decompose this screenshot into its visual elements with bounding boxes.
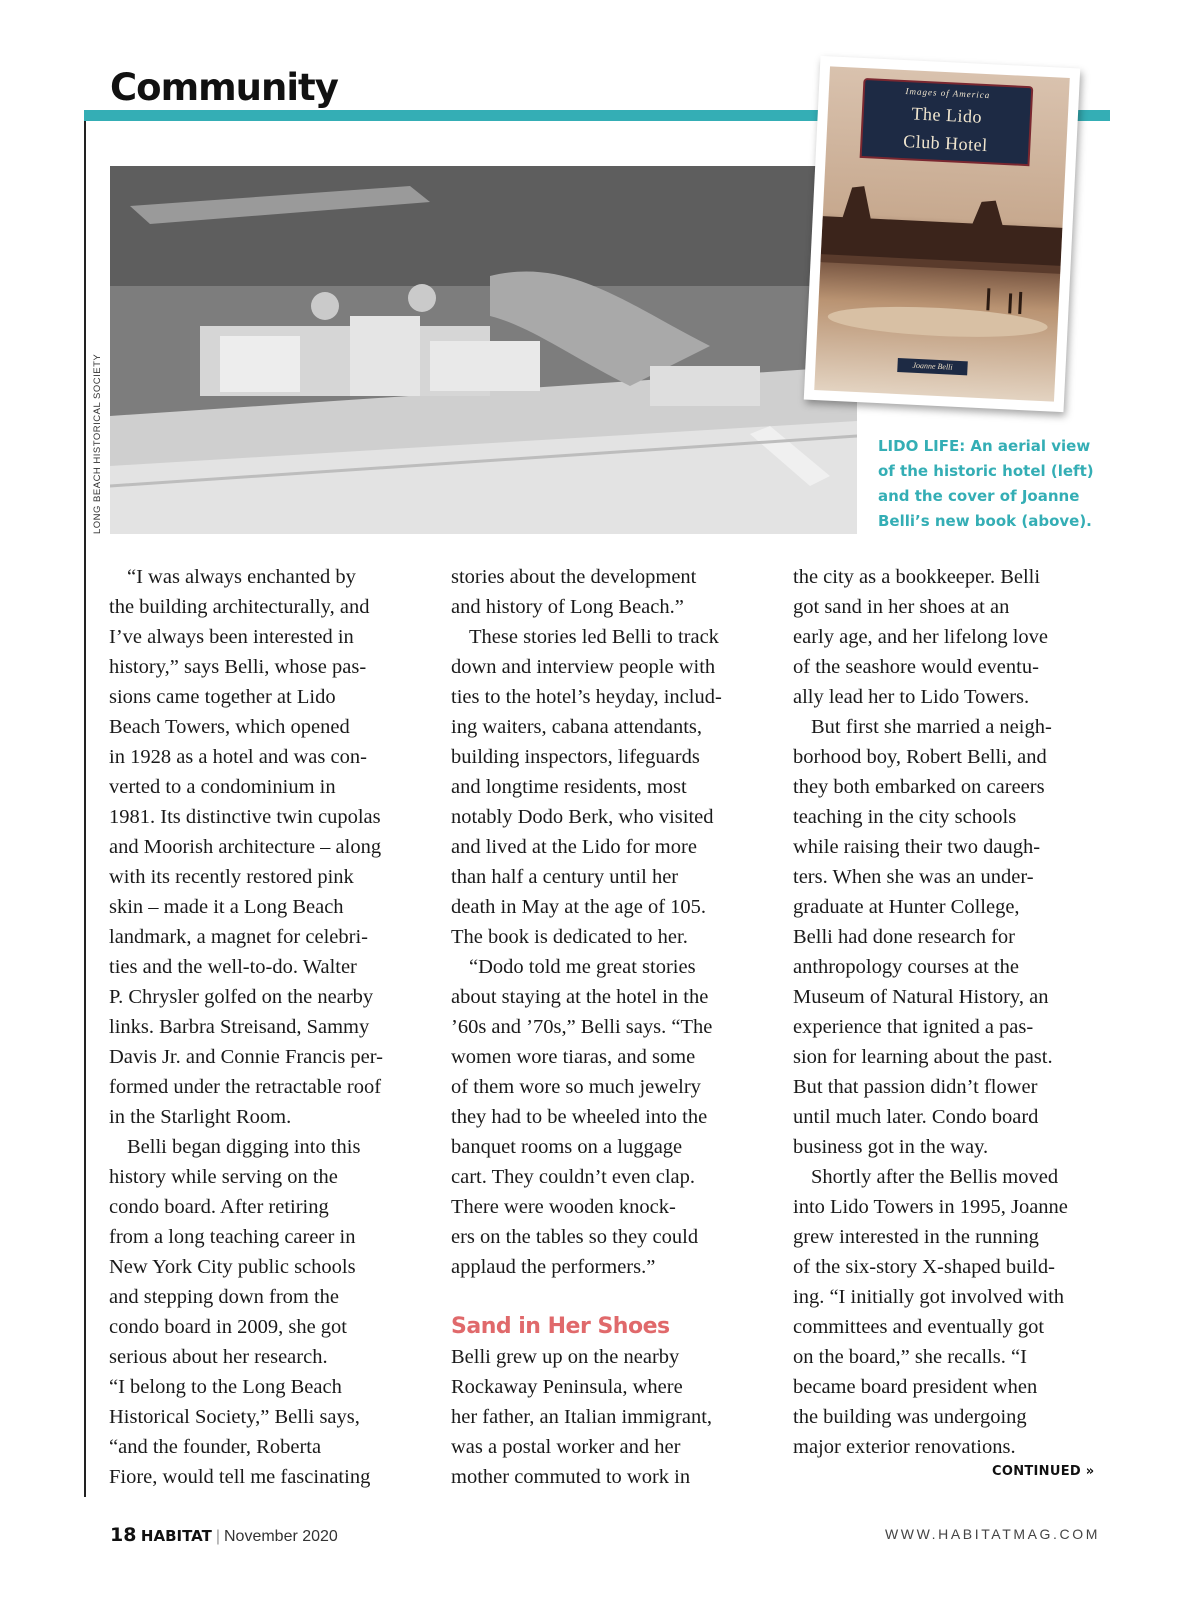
body-line: serious about her research. xyxy=(109,1346,328,1368)
book-author: Joanne Belli xyxy=(897,358,968,375)
body-line: “and the founder, Roberta xyxy=(109,1436,322,1458)
website-url[interactable]: WWW.HABITATMAG.COM xyxy=(884,1526,1100,1542)
body-line: borhood boy, Robert Belli, and xyxy=(793,746,1047,768)
section-title: Community xyxy=(110,66,338,109)
body-line: stories about the development xyxy=(451,566,697,588)
body-line: committees and eventually got xyxy=(793,1316,1045,1338)
body-line: banquet rooms on a luggage xyxy=(451,1136,683,1158)
body-line: than half a century until her xyxy=(451,866,679,888)
aerial-photo xyxy=(110,166,857,534)
subheading: Sand in Her Shoes xyxy=(451,1314,670,1339)
body-line: history,” says Belli, whose pas- xyxy=(109,656,367,678)
body-line: and lived at the Lido for more xyxy=(451,836,697,858)
body-line: major exterior renovations. xyxy=(793,1436,1016,1458)
book-series: Images of America xyxy=(905,86,991,101)
photo-credit: LONG BEACH HISTORICAL SOCIETY xyxy=(92,353,103,534)
body-line: 1981. Its distinctive twin cupolas xyxy=(109,806,381,828)
body-line: death in May at the age of 105. xyxy=(451,896,707,918)
body-line: the building architecturally, and xyxy=(109,596,370,618)
body-line: P. Chrysler golfed on the nearby xyxy=(109,986,374,1008)
body-line: experience that ignited a pas- xyxy=(793,1016,1034,1038)
issue-date: November 2020 xyxy=(223,1528,338,1545)
body-line: New York City public schools xyxy=(109,1256,356,1278)
body-line: the building was undergoing xyxy=(793,1406,1027,1428)
body-line: Historical Society,” Belli says, xyxy=(109,1406,360,1428)
book-title-line2: Club Hotel xyxy=(902,131,989,156)
body-line: of the seashore would eventu- xyxy=(793,656,1039,678)
body-line: But that passion didn’t flower xyxy=(793,1076,1038,1098)
body-line: mother commuted to work in xyxy=(451,1466,691,1488)
body-line: from a long teaching career in xyxy=(109,1226,356,1248)
body-line: women wore tiaras, and some xyxy=(451,1046,696,1068)
body-line: ing waiters, cabana attendants, xyxy=(451,716,703,738)
body-line: Beach Towers, which opened xyxy=(109,716,350,738)
body-line: The book is dedicated to her. xyxy=(451,926,688,948)
body-line: sions came together at Lido xyxy=(109,686,336,708)
body-line: cart. They couldn’t even clap. xyxy=(451,1166,696,1188)
body-line: in 1928 as a hotel and was con- xyxy=(109,746,367,768)
body-line: links. Barbra Streisand, Sammy xyxy=(109,1016,370,1038)
body-line: Shortly after the Bellis moved xyxy=(811,1166,1059,1188)
body-line: until much later. Condo board xyxy=(793,1106,1039,1128)
body-line: and Moorish architecture – along xyxy=(109,836,382,858)
body-line: Rockaway Peninsula, where xyxy=(451,1376,683,1398)
body-line: graduate at Hunter College, xyxy=(793,896,1020,918)
body-line: down and interview people with xyxy=(451,656,716,678)
body-line: Belli had done research for xyxy=(793,926,1015,948)
body-line: notably Dodo Berk, who visited xyxy=(451,806,714,828)
body-line: history while serving on the xyxy=(109,1166,338,1188)
folio-divider: | xyxy=(215,1528,220,1545)
body-line: and stepping down from the xyxy=(109,1286,340,1308)
body-line: into Lido Towers in 1995, Joanne xyxy=(793,1196,1068,1218)
body-line: ties and the well-to-do. Walter xyxy=(109,956,357,978)
body-line: and history of Long Beach.” xyxy=(451,596,684,618)
body-line: ’60s and ’70s,” Belli says. “The xyxy=(451,1016,713,1038)
body-line: I’ve always been interested in xyxy=(109,626,354,648)
body-line: grew interested in the running xyxy=(793,1226,1039,1248)
body-line: building inspectors, lifeguards xyxy=(451,746,700,768)
body-line: Fiore, would tell me fascinating xyxy=(109,1466,371,1488)
body-line: while raising their two daugh- xyxy=(793,836,1041,858)
article-column-3 xyxy=(793,562,1113,1462)
body-line: became board president when xyxy=(793,1376,1038,1398)
body-line: Belli began digging into this xyxy=(127,1136,361,1158)
body-line: “I was always enchanted by xyxy=(127,566,356,588)
magazine-name: HABITAT xyxy=(140,1527,212,1545)
body-line: they had to be wheeled into the xyxy=(451,1106,708,1128)
figure-caption: LIDO LIFE: An aerial view of the historic hotel (left) and the cover of Joanne Belli’s new book (above). xyxy=(878,437,1094,530)
body-line: on the board,” she recalls. “I xyxy=(793,1346,1027,1368)
body-line: business got in the way. xyxy=(793,1136,989,1158)
body-line: ters. When she was an under- xyxy=(793,866,1034,888)
body-line: early age, and her lifelong love xyxy=(793,626,1048,648)
body-line: Belli grew up on the nearby xyxy=(451,1346,680,1368)
body-line: in the Starlight Room. xyxy=(109,1106,292,1128)
body-line: ally lead her to Lido Towers. xyxy=(793,686,1030,708)
book-cover-art xyxy=(814,66,1070,401)
body-line: Museum of Natural History, an xyxy=(793,986,1049,1008)
body-line: skin – made it a Long Beach xyxy=(109,896,344,918)
body-line: and longtime residents, most xyxy=(451,776,687,798)
body-line: Davis Jr. and Connie Francis per- xyxy=(109,1046,384,1068)
body-line: ties to the hotel’s heyday, includ- xyxy=(451,686,722,708)
body-line: “Dodo told me great stories xyxy=(469,956,696,978)
body-line: the city as a bookkeeper. Belli xyxy=(793,566,1041,588)
body-line: with its recently restored pink xyxy=(109,866,354,888)
page-number: 18 xyxy=(110,1524,137,1546)
body-line: verted to a condominium in xyxy=(109,776,336,798)
body-line: ers on the tables so they could xyxy=(451,1226,699,1248)
body-line: got sand in her shoes at an xyxy=(793,596,1010,618)
article-column-1 xyxy=(109,562,429,1492)
body-line: anthropology courses at the xyxy=(793,956,1020,978)
body-line: sion for learning about the past. xyxy=(793,1046,1053,1068)
body-line: landmark, a magnet for celebri- xyxy=(109,926,368,948)
continued-link[interactable]: CONTINUED » xyxy=(992,1464,1095,1479)
body-line: ing. “I initially got involved with xyxy=(793,1286,1065,1308)
article-column-2 xyxy=(451,562,771,1492)
body-line: condo board. After retiring xyxy=(109,1196,329,1218)
body-line: formed under the retractable roof xyxy=(109,1076,382,1098)
book-title-line1: The Lido xyxy=(911,103,983,127)
body-line: But first she married a neigh- xyxy=(811,716,1052,738)
footer-folio xyxy=(110,1524,338,1546)
body-line: applaud the performers.” xyxy=(451,1256,656,1278)
body-line: her father, an Italian immigrant, xyxy=(451,1406,713,1428)
body-line: teaching in the city schools xyxy=(793,806,1017,828)
book-cover xyxy=(804,56,1080,412)
body-line: was a postal worker and her xyxy=(451,1436,681,1458)
body-line: condo board in 2009, she got xyxy=(109,1316,347,1338)
body-line: These stories led Belli to track xyxy=(469,626,719,648)
body-line: they both embarked on careers xyxy=(793,776,1045,798)
left-margin-rule xyxy=(84,121,86,1497)
body-line: “I belong to the Long Beach xyxy=(109,1376,342,1398)
body-line: of the six-story X-shaped build- xyxy=(793,1256,1055,1278)
body-line: of them wore so much jewelry xyxy=(451,1076,701,1098)
body-line: There were wooden knock- xyxy=(451,1196,676,1218)
body-line: about staying at the hotel in the xyxy=(451,986,709,1008)
